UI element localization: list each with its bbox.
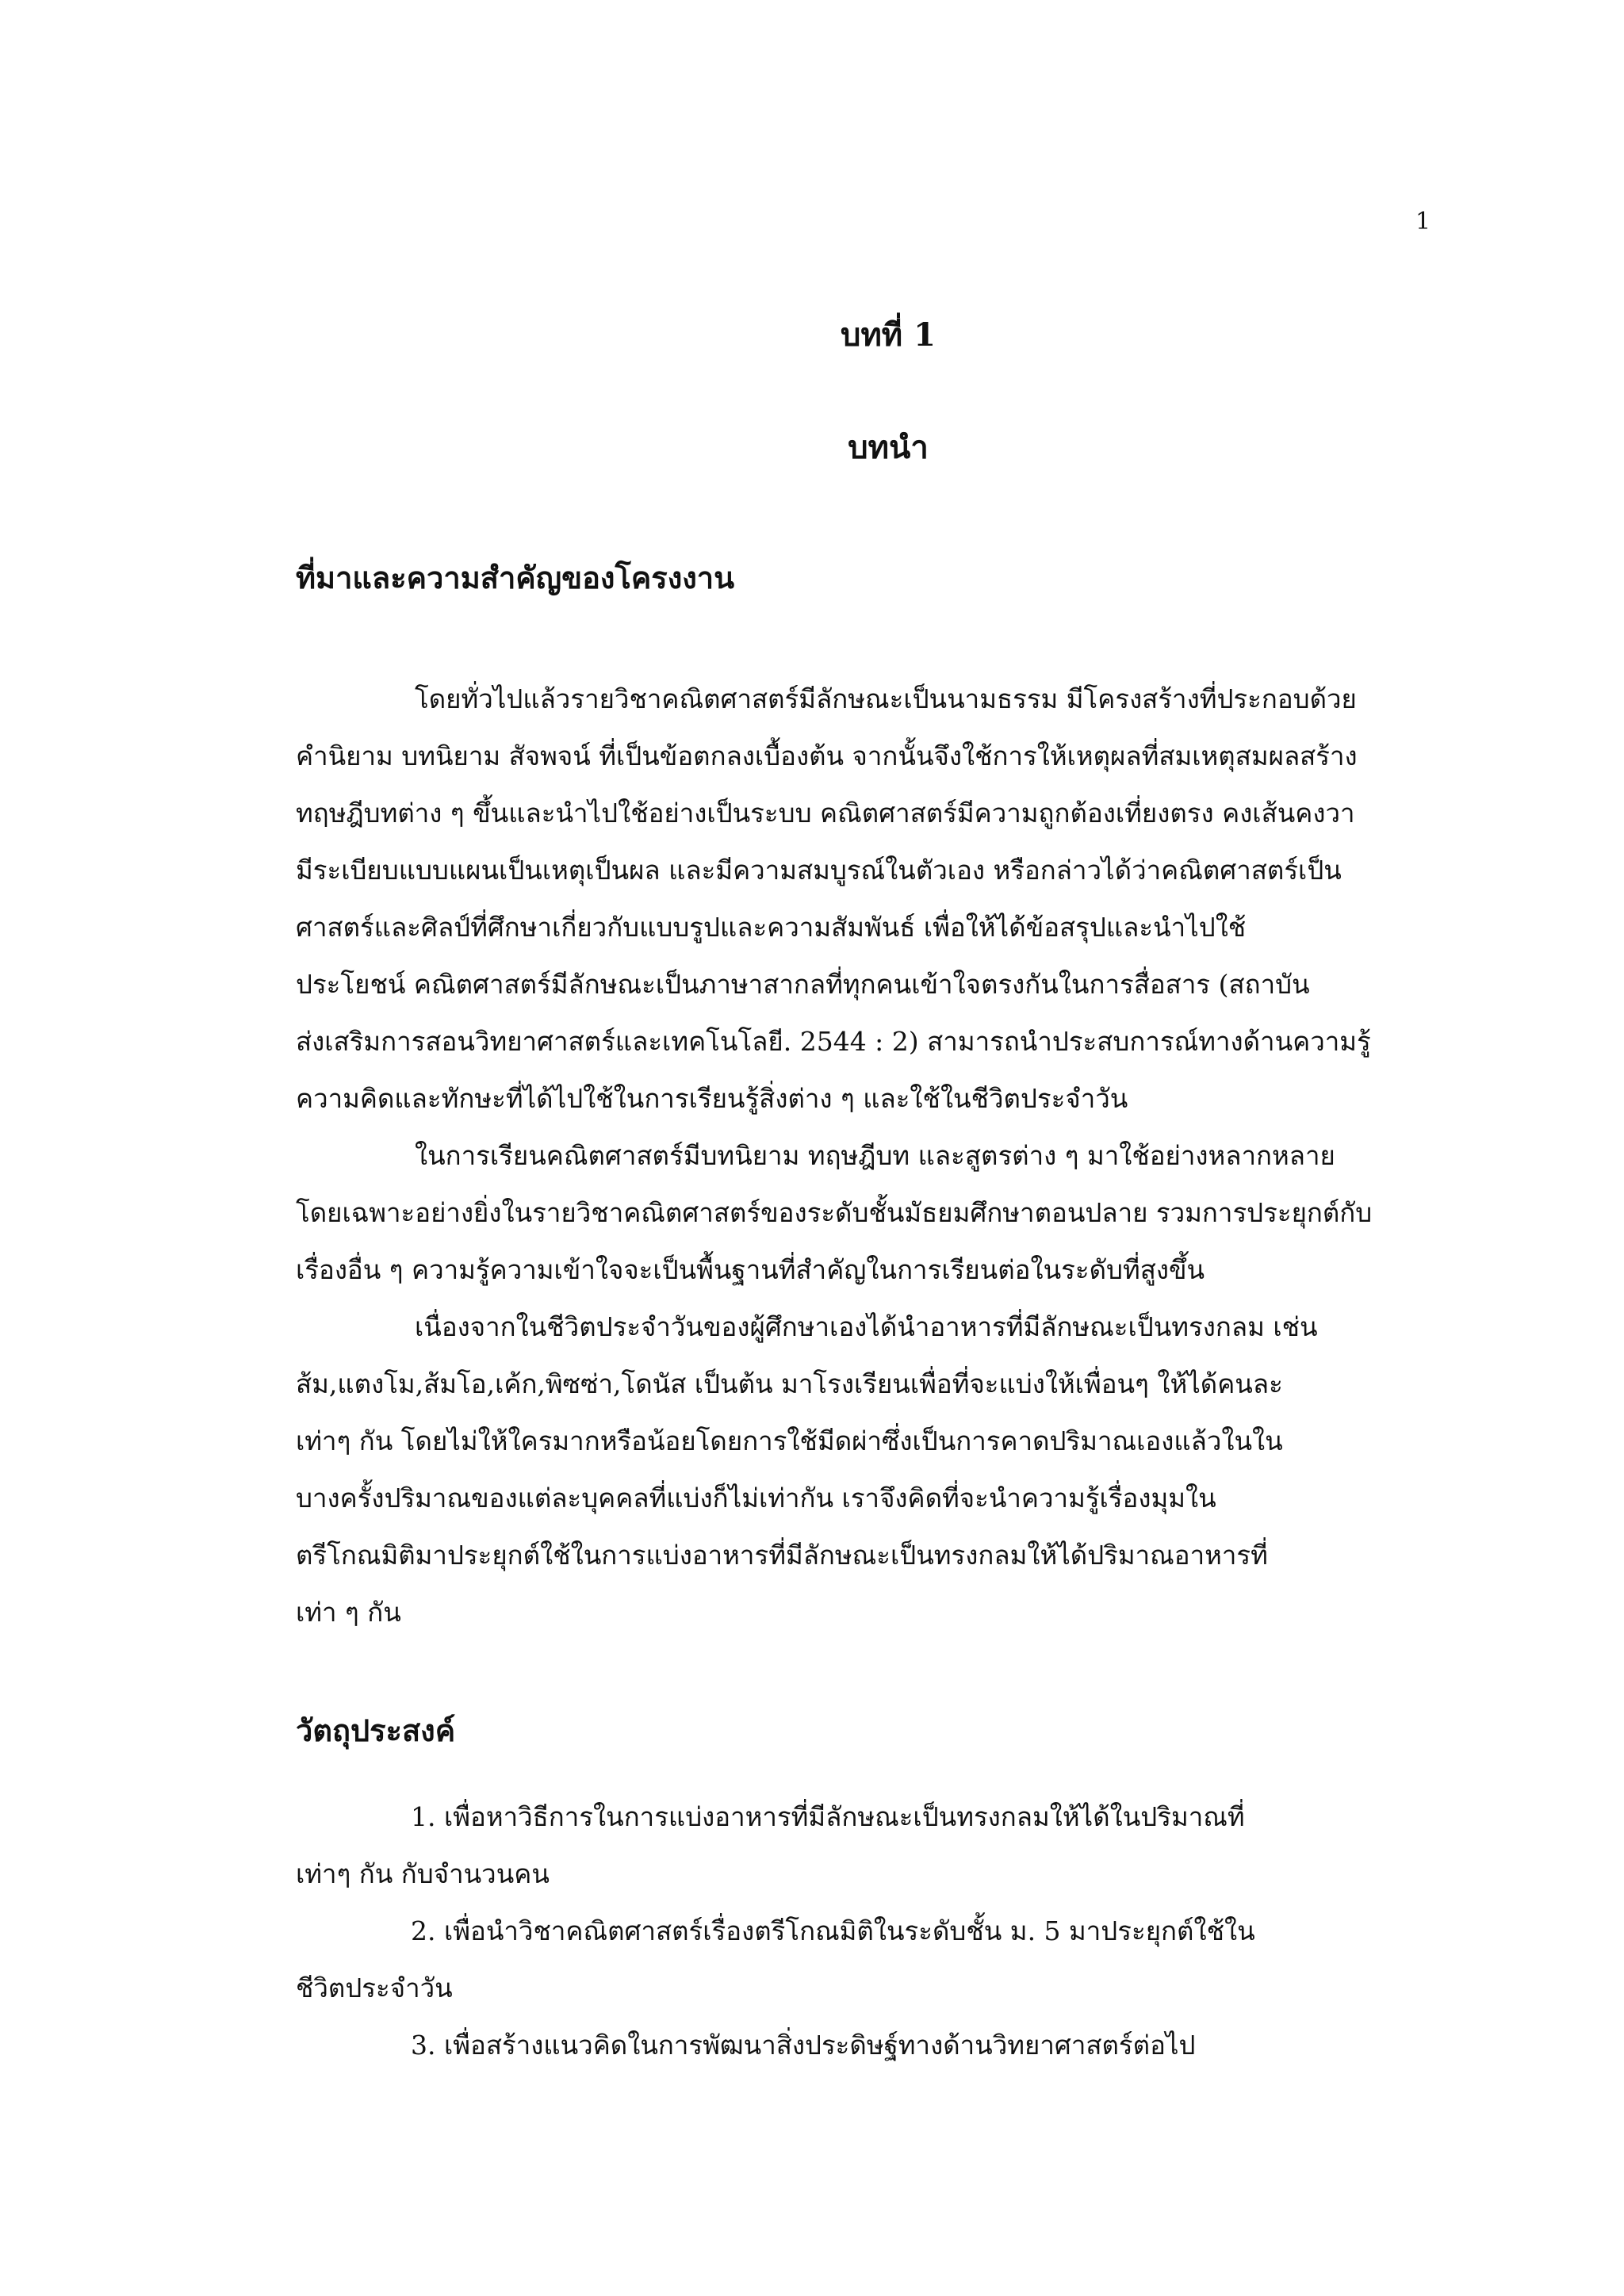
list-item: 2. เพื่อนำวิชาคณิตศาสตร์เรื่องตรีโกณมิติในระดับชั้น ม. 5 มาประยุกต์ใช้ใน <box>411 1915 1255 1946</box>
paragraph-line: โดยเฉพาะอย่างยิ่งในรายวิชาคณิตศาสตร์ของระดับชั้นมัธยมศึกษาตอนปลาย รวมการประยุกต์กับ <box>296 1197 1373 1228</box>
paragraph-line: มีระเบียบแบบแผนเป็นเหตุเป็นผล และมีความสมบูรณ์ในตัวเอง หรือกล่าวได้ว่าคณิตศาสตร์เป็น <box>296 855 1342 886</box>
paragraph-line: ตรีโกณมิติมาประยุกต์ใช้ในการแบ่งอาหารที่มีลักษณะเป็นทรงกลมให้ได้ปริมาณอาหารที่ <box>296 1540 1268 1571</box>
paragraph-line: เท่า ๆ กัน <box>296 1597 401 1628</box>
list-item-continuation: เท่าๆ กัน กับจำนวนคน <box>296 1858 550 1889</box>
list-item-continuation: ชีวิตประจำวัน <box>296 1973 453 2003</box>
paragraph-line: ความคิดและทักษะที่ได้ไปใช้ในการเรียนรู้สิ่งต่าง ๆ และใช้ในชีวิตประจำวัน <box>296 1083 1128 1114</box>
paragraph-line: ศาสตร์และศิลป์ที่ศึกษาเกี่ยวกับแบบรูปและความสัมพันธ์ เพื่อให้ได้ข้อสรุปและนำไปใช้ <box>296 912 1247 943</box>
section-heading-objectives: วัตถุประสงค์ <box>296 1712 456 1748</box>
paragraph-line: ส้ม,แตงโม,ส้มโอ,เค้ก,พิซซ่า,โดนัส เป็นต้น มาโรงเรียนเพื่อที่จะแบ่งให้เพื่อนๆ ให้ได้คนละ <box>296 1368 1283 1399</box>
paragraph-line: เนื่องจากในชีวิตประจำวันของผู้ศึกษาเองได้นำอาหารที่มีลักษณะเป็นทรงกลม เช่น <box>415 1311 1318 1342</box>
paragraph-line: เรื่องอื่น ๆ ความรู้ความเข้าใจจะเป็นพื้นฐานที่สำคัญในการเรียนต่อในระดับที่สูงขึ้น <box>296 1254 1205 1285</box>
list-item: 1. เพื่อหาวิธีการในการแบ่งอาหารที่มีลักษณะเป็นทรงกลมให้ได้ในปริมาณที่ <box>411 1801 1245 1832</box>
chapter-subtitle: บทนำ <box>848 429 929 466</box>
paragraph-line: ประโยชน์ คณิตศาสตร์มีลักษณะเป็นภาษาสากลที่ทุกคนเข้าใจตรงกันในการสื่อสาร (สถาบัน <box>296 969 1310 1000</box>
section-heading-background: ที่มาและความสำคัญของโครงงาน <box>296 560 735 595</box>
list-item: 3. เพื่อสร้างแนวคิดในการพัฒนาสิ่งประดิษฐ์ทางด้านวิทยาศาสตร์ต่อไป <box>411 2030 1196 2061</box>
paragraph-line: ทฤษฎีบทต่าง ๆ ขึ้นและนำไปใช้อย่างเป็นระบบ คณิตศาสตร์มีความถูกต้องเที่ยงตรง คงเส้นคงวา <box>296 798 1355 828</box>
paragraph-line: โดยทั่วไปแล้วรายวิชาคณิตศาสตร์มีลักษณะเป็นนามธรรม มีโครงสร้างที่ประกอบด้วย <box>415 683 1357 714</box>
paragraph-line: บางครั้งปริมาณของแต่ละบุคคลที่แบ่งก็ไม่เท่ากัน เราจึงคิดที่จะนำความรู้เรื่องมุมใน <box>296 1483 1216 1513</box>
paragraph-line: เท่าๆ กัน โดยไม่ให้ใครมากหรือน้อยโดยการใช้มีดผ่าซึ่งเป็นการคาดปริมาณเองแล้วในใน <box>296 1425 1283 1456</box>
page-number: 1 <box>1415 208 1431 235</box>
paragraph-line: คำนิยาม บทนิยาม สัจพจน์ ที่เป็นข้อตกลงเบื้องต้น จากนั้นจึงใช้การให้เหตุผลที่สมเหตุสมผลสร้าง <box>296 740 1358 771</box>
paragraph-line: ส่งเสริมการสอนวิทยาศาสตร์และเทคโนโลยี. 2544 : 2) สามารถนำประสบการณ์ทางด้านความรู้ <box>296 1026 1371 1057</box>
chapter-title: บทที่ 1 <box>841 316 936 354</box>
paragraph-line: ในการเรียนคณิตศาสตร์มีบทนิยาม ทฤษฎีบท และสูตรต่าง ๆ มาใช้อย่างหลากหลาย <box>415 1140 1335 1171</box>
